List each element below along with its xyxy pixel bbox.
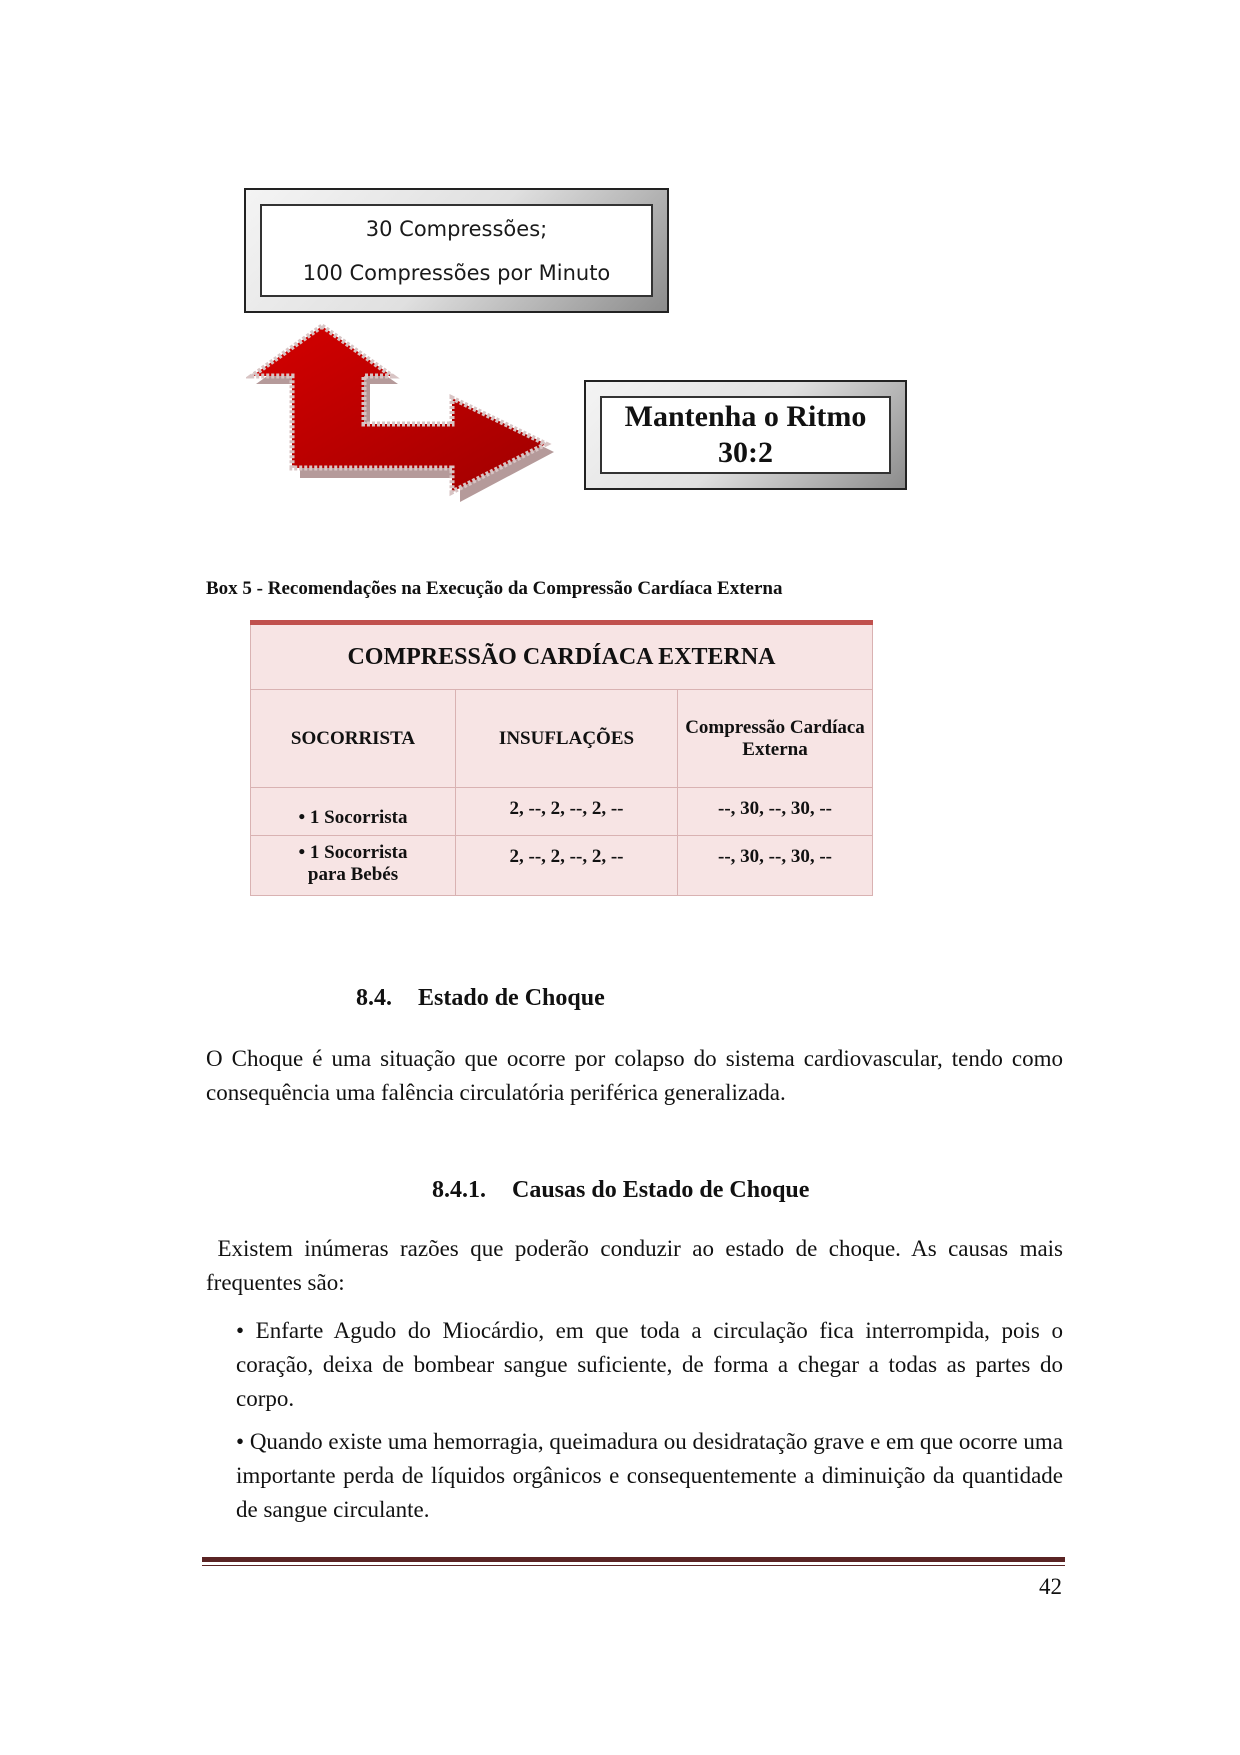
section-title: Causas do Estado de Choque xyxy=(512,1177,810,1203)
section-number: 8.4.1. xyxy=(432,1177,486,1203)
header-compressao: Compressão Cardíaca Externa xyxy=(678,690,873,788)
compression-table xyxy=(250,620,873,896)
footer-rule-thin xyxy=(202,1565,1065,1566)
paragraph-shock-definition: O Choque é uma situação que ocorre por colapso do sistema cardiovascular, tendo como consequência uma falência circulatória periférica generalizada. xyxy=(206,1046,1063,1105)
header-socorrista: SOCORRISTA xyxy=(251,690,456,788)
list-item: • Quando existe uma hemorragia, queimadura ou desidratação grave e em que ocorre uma importante perda de líquidos orgânicos e consequentemente a diminuição da quantidade de sangue circulante. xyxy=(236,1429,1063,1522)
compressions-box-content xyxy=(260,204,653,297)
header-insuflacoes: INSUFLAÇÕES xyxy=(456,690,678,788)
cell-insuflacoes: 2, --, 2, --, 2, -- xyxy=(456,836,678,896)
box-caption: Box 5 - Recomendações na Execução da Compressão Cardíaca Externa xyxy=(206,578,783,599)
cell-compressao: --, 30, --, 30, -- xyxy=(678,836,873,896)
compressions-line-1: 30 Compressões; xyxy=(365,216,548,241)
section-title: Estado de Choque xyxy=(418,985,605,1011)
cell-socorrista: • 1 Socorrista para Bebés xyxy=(251,836,456,896)
rhythm-line-1: Mantenha o Ritmo xyxy=(624,400,867,433)
compressions-line-2: 100 Compressões por Minuto xyxy=(302,260,611,285)
flow-arrow-icon xyxy=(246,318,556,503)
table-row xyxy=(251,836,873,896)
rhythm-line-2: 30:2 xyxy=(718,436,773,469)
section-number: 8.4. xyxy=(356,985,392,1011)
table-title: COMPRESSÃO CARDÍACA EXTERNA xyxy=(251,623,873,690)
paragraph-shock-causes: Existem inúmeras razões que poderão conduzir ao estado de choque. As causas mais frequentes são: xyxy=(206,1236,1069,1295)
cell-insuflacoes: 2, --, 2, --, 2, -- xyxy=(456,788,678,836)
rhythm-box-content xyxy=(600,396,891,474)
footer-rule xyxy=(202,1557,1065,1562)
section-heading-8-4-1 xyxy=(432,1177,809,1204)
table-row xyxy=(251,788,873,836)
compressions-box xyxy=(244,188,669,313)
cell-socorrista: • 1 Socorrista xyxy=(251,788,456,836)
section-heading-8-4 xyxy=(356,985,605,1012)
rhythm-box xyxy=(584,380,907,490)
list-item: • Enfarte Agudo do Miocárdio, em que toda a circulação fica interrompida, pois o coração, deixa de bombear sangue suficiente, de forma a chegar a todas as partes do corpo. xyxy=(236,1318,1063,1411)
page-number: 42 xyxy=(1039,1574,1062,1599)
cell-compressao: --, 30, --, 30, -- xyxy=(678,788,873,836)
